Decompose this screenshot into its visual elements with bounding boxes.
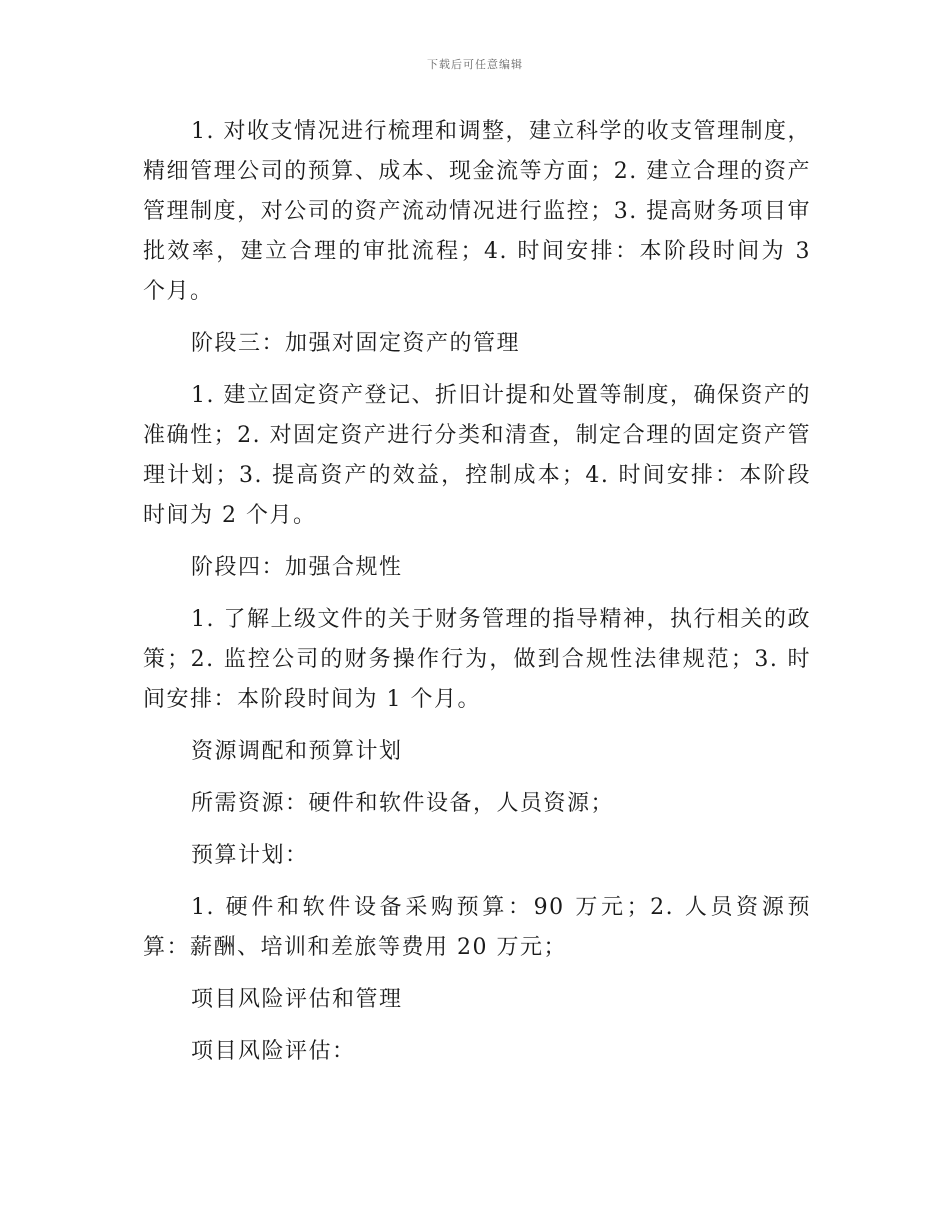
heading-stage-three: 阶段三：加强对固定资产的管理 [191,331,521,356]
paragraph-required-resources: 所需资源：硬件和软件设备，人员资源； [191,791,615,816]
heading-stage-four: 阶段四：加强合规性 [191,555,403,580]
heading-risk-management: 项目风险评估和管理 [191,987,403,1012]
paragraph-stage-four-details: 1. 了解上级文件的关于财务管理的指导精神，执行相关的政策；2. 监控公司的财务操作行为，做到合规性法律规范；3. 时间安排：本阶段时间为 1 个月。 [143,607,811,712]
page-header-note: 下载后可任意编辑 [427,58,523,71]
heading-risk-assessment: 项目风险评估： [191,1039,356,1064]
paragraph-budget-details: 1. 硬件和软件设备采购预算：90 万元；2. 人员资源预算：薪酬、培训和差旅等费用 20 万元； [143,895,811,960]
paragraph-stage-two-details: 1. 对收支情况进行梳理和调整，建立科学的收支管理制度，精细管理公司的预算、成本、现金流等方面；2. 建立合理的资产管理制度，对公司的资产流动情况进行监控；3. 提高财务项目审批效率，建立合理的审批流程；4. 时间安排：本阶段时间为 3 个月。 [143,119,820,304]
heading-budget-plan: 预算计划： [191,843,309,868]
paragraph-stage-three-details: 1. 建立固定资产登记、折旧计提和处置等制度，确保资产的准确性；2. 对固定资产进行分类和清查，制定合理的固定资产管理计划；3. 提高资产的效益，控制成本；4. 时间安排：本阶段时间为 2 个月。 [143,383,811,528]
document-body [143,112,820,1084]
heading-resource-budget: 资源调配和预算计划 [191,739,403,764]
